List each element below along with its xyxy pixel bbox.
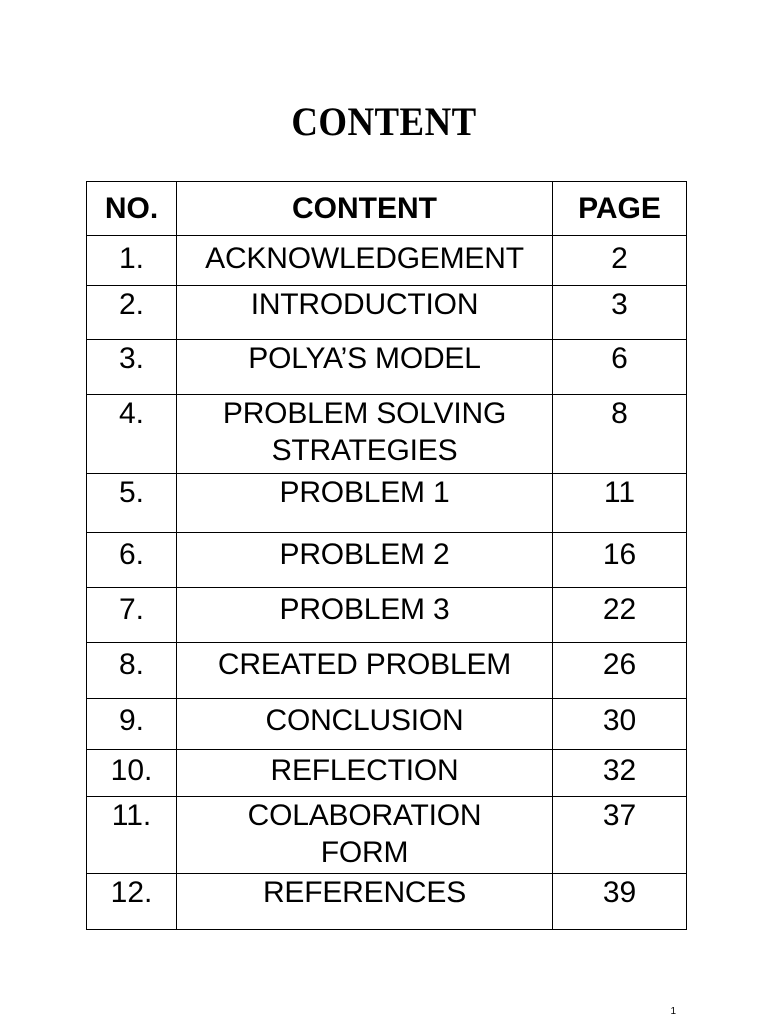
row-page: 6 — [553, 340, 687, 395]
table-row — [87, 874, 687, 930]
table-row — [87, 533, 687, 588]
row-number: 3. — [87, 340, 177, 395]
page-number: 1 — [670, 1006, 676, 1017]
row-page: 39 — [553, 874, 687, 930]
header-page: PAGE — [553, 182, 687, 236]
row-title: CONCLUSION — [177, 699, 553, 750]
row-title: PROBLEM SOLVING STRATEGIES — [177, 395, 553, 474]
row-page: 16 — [553, 533, 687, 588]
header-content: CONTENT — [177, 182, 553, 236]
row-page: 2 — [553, 236, 687, 286]
row-number: 1. — [87, 236, 177, 286]
row-number: 11. — [87, 797, 177, 874]
table-row — [87, 588, 687, 643]
row-title: REFERENCES — [177, 874, 553, 930]
table-row — [87, 286, 687, 340]
row-title: PROBLEM 3 — [177, 588, 553, 643]
row-number: 10. — [87, 750, 177, 797]
table-row — [87, 236, 687, 286]
row-title: COLABORATION FORM — [177, 797, 553, 874]
row-title: POLYA’S MODEL — [177, 340, 553, 395]
row-title: PROBLEM 1 — [177, 474, 553, 533]
table-row — [87, 699, 687, 750]
row-number: 2. — [87, 286, 177, 340]
row-page: 30 — [553, 699, 687, 750]
row-title: REFLECTION — [177, 750, 553, 797]
contents-table — [86, 181, 687, 930]
row-number: 4. — [87, 395, 177, 474]
table-header-row — [87, 182, 687, 236]
row-number: 9. — [87, 699, 177, 750]
page-title: CONTENT — [291, 99, 477, 144]
row-number: 8. — [87, 643, 177, 699]
header-no: NO. — [87, 182, 177, 236]
row-page: 22 — [553, 588, 687, 643]
row-number: 7. — [87, 588, 177, 643]
table-row — [87, 395, 687, 474]
row-number: 6. — [87, 533, 177, 588]
row-title: ACKNOWLEDGEMENT — [177, 236, 553, 286]
table-row — [87, 474, 687, 533]
row-page: 8 — [553, 395, 687, 474]
row-page: 37 — [553, 797, 687, 874]
table-row — [87, 340, 687, 395]
row-title: INTRODUCTION — [177, 286, 553, 340]
row-page: 32 — [553, 750, 687, 797]
row-page: 26 — [553, 643, 687, 699]
row-number: 5. — [87, 474, 177, 533]
row-page: 3 — [553, 286, 687, 340]
table-row — [87, 797, 687, 874]
table-row — [87, 643, 687, 699]
row-title: PROBLEM 2 — [177, 533, 553, 588]
row-title: CREATED PROBLEM — [177, 643, 553, 699]
table-row — [87, 750, 687, 797]
row-number: 12. — [87, 874, 177, 930]
row-page: 11 — [553, 474, 687, 533]
